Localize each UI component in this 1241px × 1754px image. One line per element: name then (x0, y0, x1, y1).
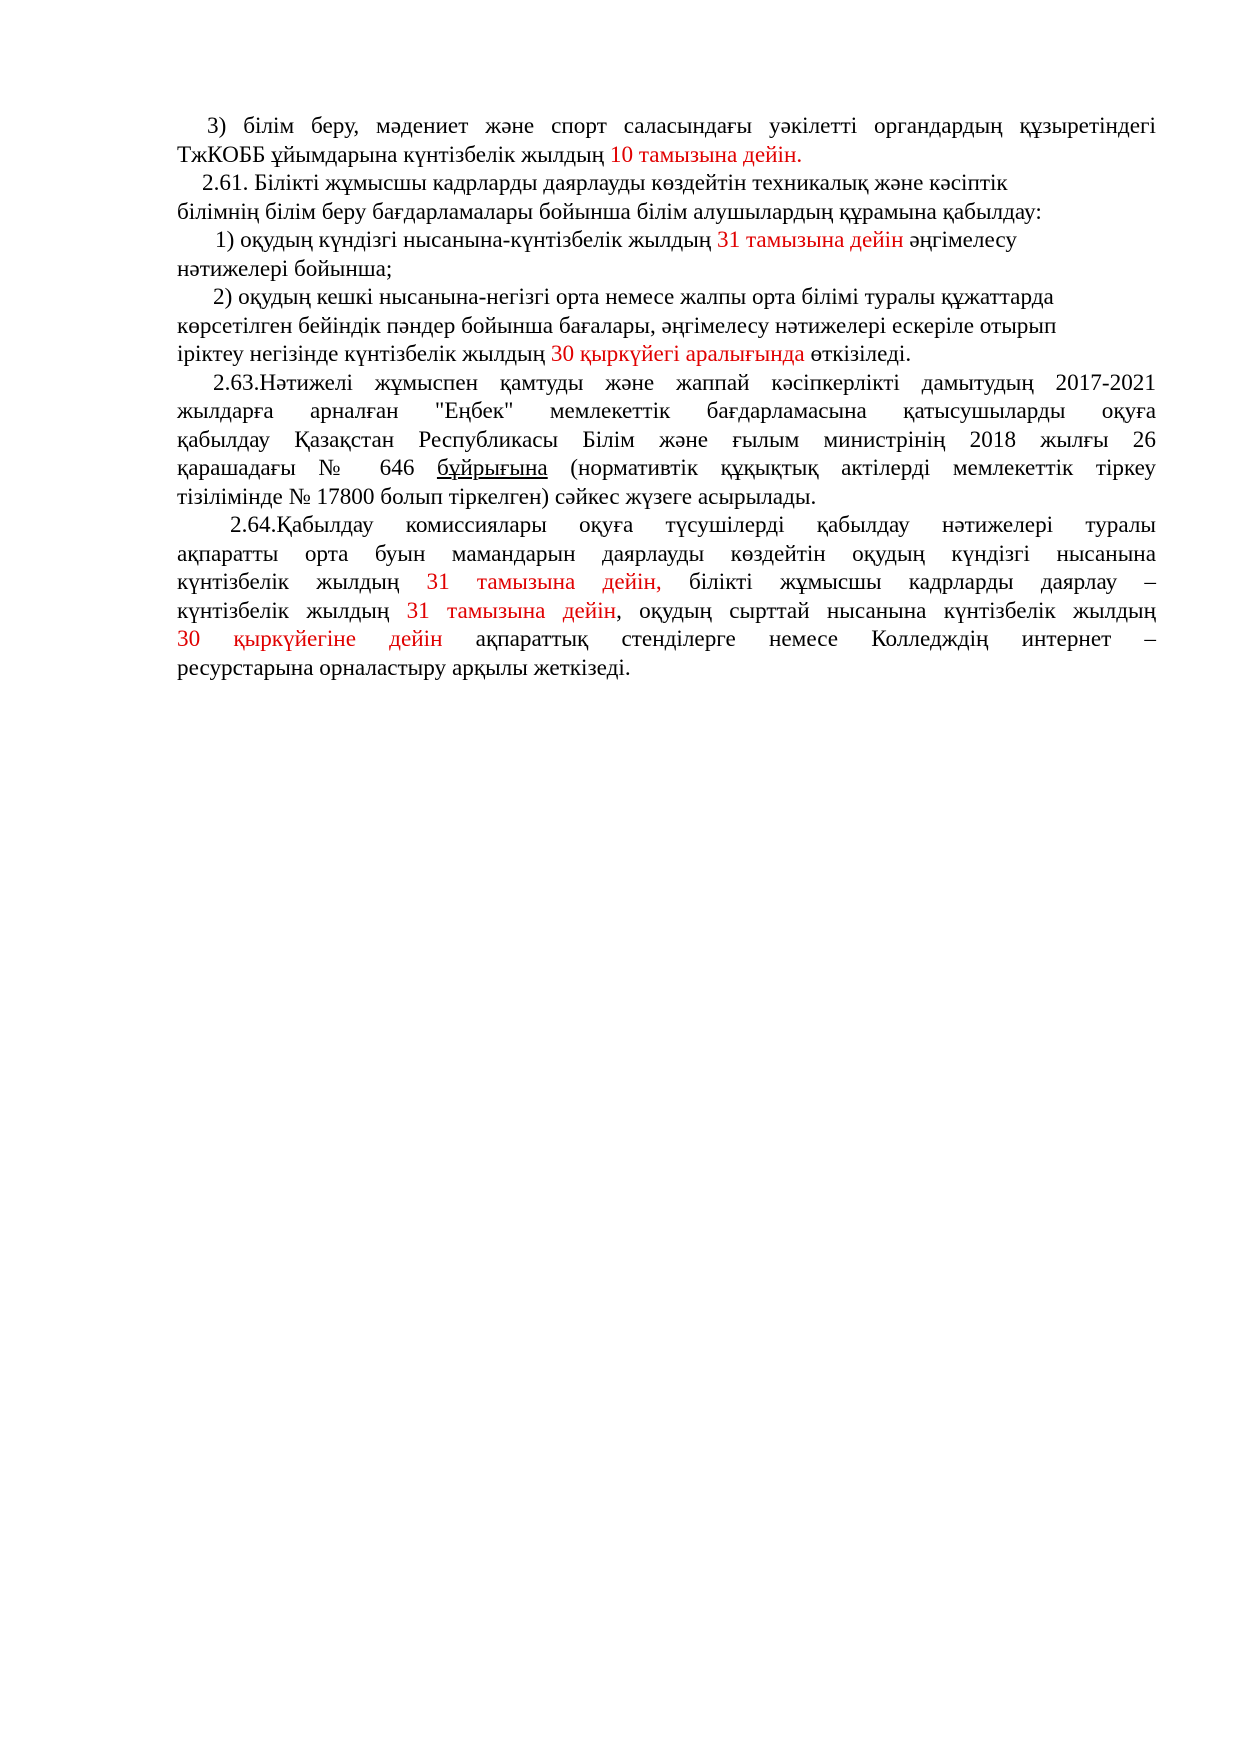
deadline-highlight: 31 тамызына дейін (406, 597, 617, 624)
text-line: 1) оқудың күндізгі нысанына-күнтізбелік жылдың 31 тамызына дейін әңгімелесу (215, 227, 1017, 253)
paragraph-item-3 (177, 112, 1156, 169)
text-line: 30 қыркүйегіне дейін ақпараттық стенділерге немесе Колледждің интернет – (177, 626, 1156, 652)
text-line: іріктеу негізінде күнтізбелік жылдың 30 қыркүйегі аралығында өткізіледі. (177, 341, 912, 367)
text-line: көрсетілген бейіндік пәндер бойынша бағалары, әңгімелесу нәтижелері ескеріле отырып (177, 312, 1057, 339)
text-line: қарашадағы № 646 бұйрығына (нормативтік құқықтық актілерді мемлекеттік тіркеу (177, 455, 1156, 481)
text-line: 2.61. Білікті жұмысшы кадрларды даярлауды көздейтін техникалық және кәсіптік (202, 170, 1008, 196)
text-line: 2.63.Нәтижелі жұмыспен қамтуды және жаппай кәсіпкерлікті дамытудың 2017-2021 (213, 369, 1156, 396)
text-line: қабылдау Қазақстан Республикасы Білім және ғылым министрінің 2018 жылғы 26 (177, 426, 1156, 453)
text-line: жылдарға арналған "Еңбек" мемлекеттік бағдарламасына қатысушыларды оқуға (177, 398, 1156, 424)
document-body (177, 112, 1156, 682)
text-line: ресурстарына орналастыру арқылы жеткізеді. (177, 654, 631, 681)
order-link[interactable]: бұйрығына (436, 455, 548, 481)
text-line: 2.64.Қабылдау комиссиялары оқуға түсушілерді қабылдау нәтижелері туралы (230, 512, 1156, 538)
text-line: күнтізбелік жылдың 31 тамызына дейін, білікті жұмысшы кадрларды даярлау – (177, 569, 1156, 595)
text-line: ТжКОББ ұйымдарына күнтізбелік жылдың 10 тамызына дейін. (177, 141, 803, 168)
paragraph-2-63 (177, 369, 1156, 512)
paragraph-2-61 (177, 169, 1156, 226)
text-line: білімнің білім беру бағдарламалары бойынша білім алушылардың құрамына қабылдау: (177, 198, 1042, 225)
text-line: ақпаратты орта буын мамандарын даярлауды көздейтін оқудың күндізгі нысанына (177, 540, 1156, 567)
paragraph-item-2 (177, 283, 1156, 369)
text-line: күнтізбелік жылдың 31 тамызына дейін, оқудың сырттай нысанына күнтізбелік жылдың (177, 597, 1156, 624)
text-line: тізілімінде № 17800 болып тіркелген) сәйкес жүзеге асырылады. (177, 483, 817, 510)
text-line: нәтижелері бойынша; (177, 255, 393, 282)
deadline-highlight: 31 тамызына дейін (716, 227, 904, 253)
deadline-highlight: 10 тамызына дейін. (609, 141, 803, 168)
paragraph-item-1 (177, 226, 1156, 283)
deadline-highlight: 30 қыркүйегіне дейін (177, 626, 443, 652)
deadline-highlight: 31 тамызына дейін, (426, 569, 662, 595)
paragraph-2-64 (177, 511, 1156, 682)
deadline-highlight: 30 қыркүйегі аралығында (550, 341, 805, 367)
text-line: 2) оқудың кешкі нысанына-негізгі орта немесе жалпы орта білімі туралы құжаттарда (213, 284, 1054, 310)
text-line: 3) білім беру, мәдениет және спорт саласындағы уәкілетті органдардың құзыретіндегі (207, 113, 1156, 139)
